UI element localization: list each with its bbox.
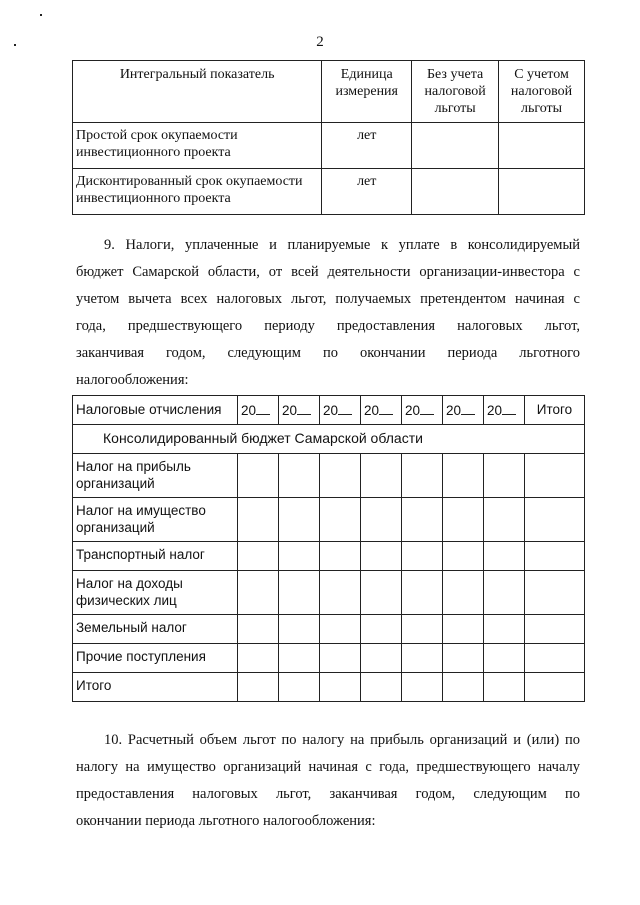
header-year: [443, 396, 484, 425]
table-row: [73, 123, 585, 169]
empty-cell: [402, 644, 443, 673]
taxes-table-header: [73, 396, 585, 425]
empty-cell: [320, 673, 361, 702]
header-year: [279, 396, 320, 425]
empty-cell: [238, 498, 279, 542]
table-row: [73, 673, 585, 702]
paragraph-line: налогу на имущество организаций начиная с года, предшествующего началу: [76, 759, 580, 775]
empty-cell: [279, 571, 320, 615]
empty-cell: [279, 615, 320, 644]
year-prefix: 20: [487, 403, 503, 418]
year-blank: [338, 401, 352, 415]
empty-cell: [443, 571, 484, 615]
table-row: [73, 644, 585, 673]
year-blank: [297, 401, 311, 415]
paragraph-line: 10. Расчетный объем льгот по налогу на прибыль организаций и (или) по: [104, 732, 580, 748]
tax-label-cell: Транспортный налог: [73, 542, 238, 571]
indicator-cell: Простой срок окупаемости инвестиционного проекта: [73, 123, 322, 169]
empty-cell: [279, 542, 320, 571]
empty-cell: [238, 644, 279, 673]
year-blank: [502, 401, 516, 415]
header-year: [402, 396, 443, 425]
empty-cell: [525, 673, 585, 702]
paragraph-line: бюджет Самарской области, от всей деятельности организации-инвестора с: [76, 264, 580, 280]
empty-cell: [402, 498, 443, 542]
tax-label-cell: Налог на доходы физических лиц: [73, 571, 238, 615]
empty-cell: [361, 644, 402, 673]
year-blank: [420, 401, 434, 415]
header-with-benefit: С учетом налоговой льготы: [499, 61, 585, 123]
taxes-table: [72, 395, 585, 702]
empty-cell: [484, 673, 525, 702]
table-row: [73, 498, 585, 542]
empty-cell: [361, 542, 402, 571]
paragraph-line: предоставления налоговых льгот, заканчивая годом, следующим по: [76, 786, 580, 802]
year-blank: [256, 401, 270, 415]
tax-label-cell: Итого: [73, 673, 238, 702]
empty-cell: [412, 169, 499, 215]
tax-label-cell: Налог на прибыль организаций: [73, 454, 238, 498]
paragraph-10: [76, 727, 580, 835]
empty-cell: [484, 644, 525, 673]
empty-cell: [361, 454, 402, 498]
empty-cell: [238, 615, 279, 644]
header-year: [484, 396, 525, 425]
header-year: [361, 396, 402, 425]
tax-label-cell: Земельный налог: [73, 615, 238, 644]
header-total: Итого: [525, 396, 585, 425]
empty-cell: [525, 498, 585, 542]
empty-cell: [361, 498, 402, 542]
page-number: 2: [316, 34, 324, 50]
table-row: [73, 615, 585, 644]
empty-cell: [525, 615, 585, 644]
year-prefix: 20: [364, 403, 380, 418]
empty-cell: [320, 644, 361, 673]
empty-cell: [499, 169, 585, 215]
year-blank: [379, 401, 393, 415]
empty-cell: [525, 542, 585, 571]
empty-cell: [443, 498, 484, 542]
empty-cell: [443, 615, 484, 644]
empty-cell: [484, 615, 525, 644]
empty-cell: [361, 673, 402, 702]
year-prefix: 20: [241, 403, 257, 418]
empty-cell: [484, 542, 525, 571]
empty-cell: [320, 542, 361, 571]
empty-cell: [238, 454, 279, 498]
scan-mark-top: [40, 14, 42, 16]
empty-cell: [238, 571, 279, 615]
empty-cell: [320, 498, 361, 542]
empty-cell: [279, 498, 320, 542]
empty-cell: [320, 571, 361, 615]
table-row: [73, 571, 585, 615]
year-prefix: 20: [405, 403, 421, 418]
empty-cell: [402, 673, 443, 702]
empty-cell: [279, 454, 320, 498]
empty-cell: [484, 454, 525, 498]
empty-cell: [238, 542, 279, 571]
empty-cell: [320, 615, 361, 644]
empty-cell: [525, 644, 585, 673]
paragraph-line: 9. Налоги, уплаченные и планируемые к уплате в консолидируемый: [104, 237, 580, 253]
table-row: [73, 169, 585, 215]
year-prefix: 20: [282, 403, 298, 418]
unit-cell: лет: [322, 169, 412, 215]
empty-cell: [525, 571, 585, 615]
empty-cell: [484, 571, 525, 615]
empty-cell: [499, 123, 585, 169]
section-title: Консолидированный бюджет Самарской области: [73, 425, 585, 454]
year-blank: [461, 401, 475, 415]
paragraph-line: года, предшествующего периоду предоставления налоговых льгот,: [76, 318, 580, 334]
header-year: [238, 396, 279, 425]
empty-cell: [525, 454, 585, 498]
table-row: [73, 454, 585, 498]
empty-cell: [238, 673, 279, 702]
empty-cell: [279, 673, 320, 702]
empty-cell: [402, 571, 443, 615]
header-year: [320, 396, 361, 425]
payback-table-header: [73, 61, 585, 123]
indicator-cell: Дисконтированный срок окупаемости инвестиционного проекта: [73, 169, 322, 215]
unit-cell: лет: [322, 123, 412, 169]
empty-cell: [443, 644, 484, 673]
empty-cell: [279, 644, 320, 673]
header-tax-label: Налоговые отчисления: [73, 396, 238, 425]
paragraph-line: заканчивая годом, следующим по окончании периода льготного: [76, 345, 580, 361]
tax-label-cell: Прочие поступления: [73, 644, 238, 673]
empty-cell: [320, 454, 361, 498]
payback-table: [72, 60, 585, 215]
header-without-benefit: Без учета налоговой льготы: [412, 61, 499, 123]
paragraph-9: [76, 232, 580, 394]
paragraph-line: окончании периода льготного налогообложения:: [76, 813, 376, 829]
empty-cell: [361, 571, 402, 615]
empty-cell: [402, 542, 443, 571]
header-indicator: Интегральный показатель: [73, 61, 322, 123]
empty-cell: [443, 542, 484, 571]
empty-cell: [484, 498, 525, 542]
empty-cell: [402, 454, 443, 498]
header-unit: Единица измерения: [322, 61, 412, 123]
paragraph-line: налогообложения:: [76, 372, 189, 388]
empty-cell: [402, 615, 443, 644]
empty-cell: [443, 673, 484, 702]
empty-cell: [443, 454, 484, 498]
paragraph-line: учетом вычета всех налоговых льгот, получаемых претендентом начиная с: [76, 291, 580, 307]
year-prefix: 20: [323, 403, 339, 418]
year-prefix: 20: [446, 403, 462, 418]
empty-cell: [412, 123, 499, 169]
tax-label-cell: Налог на имущество организаций: [73, 498, 238, 542]
table-row: [73, 542, 585, 571]
section-row: [73, 425, 585, 454]
empty-cell: [361, 615, 402, 644]
